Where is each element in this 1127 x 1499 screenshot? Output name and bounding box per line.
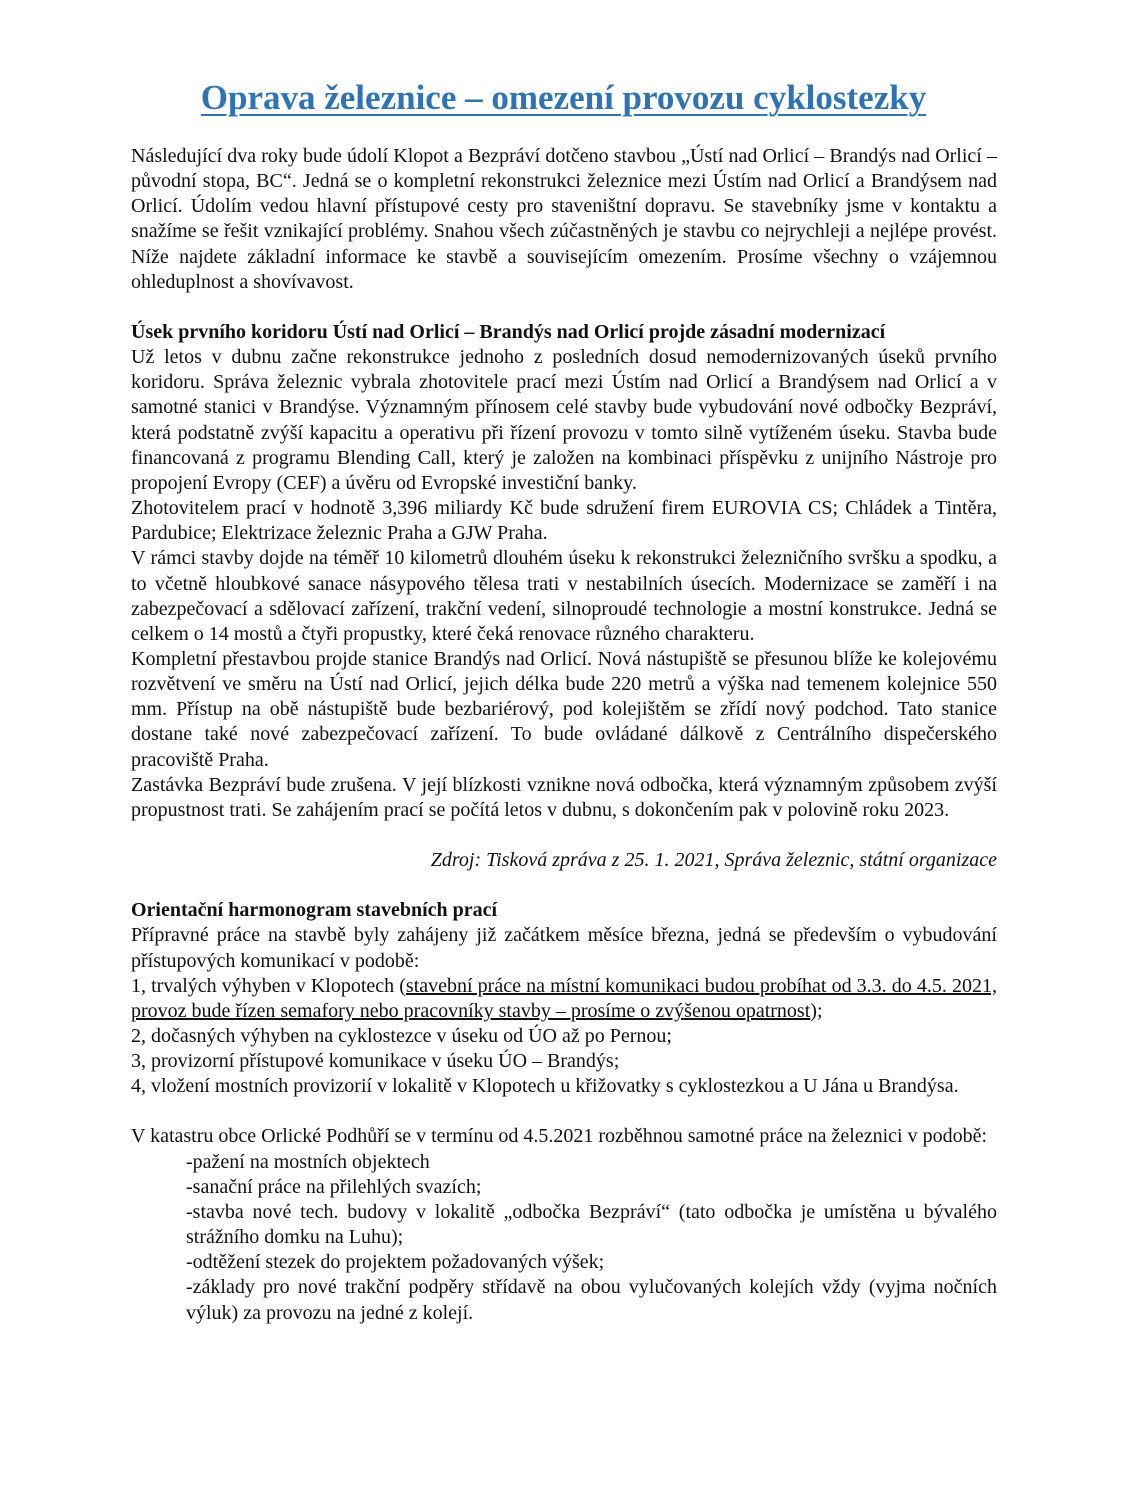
section2-heading: Orientační harmonogram stavebních prací: [131, 899, 498, 922]
section1-paragraph: V rámci stavby dojde na téměř 10 kilometrů dlouhém úseku k rekonstrukci železničního svršku a spodku, a to včetně hloubkové sanace násypového tělesa trati v nestabilních úsecích. Modernizace se zaměří i na zabezpečovací a sdělovací zařízení, trakční vedení, silnoproudé technologie a mostní konstrukce. Jedná se celkem o 14 mostů a čtyři propustky, které čeká renovace různého charakteru.: [131, 547, 997, 645]
section1-paragraph: Zastávka Bezpráví bude zrušena. V její blízkosti vznikne nová odbočka, která významným způsobem zvýší propustnost trati. Se zahájením prací se počítá letos v dubnu, s dokončením pak v polovině roku 2023.: [131, 773, 997, 821]
work-list-item: -pažení na mostních objektech: [186, 1150, 430, 1173]
section3-intro: V katastru obce Orlické Podhůří se v termínu od 4.5.2021 rozběhnou samotné práce na železnici v podobě:: [131, 1125, 988, 1148]
spacer: [131, 823, 997, 848]
work-list-item: -sanační práce na přilehlých svazích;: [186, 1175, 482, 1198]
schedule-item-1-suffix: );: [810, 999, 823, 1022]
schedule-item-1-underlined: stavební práce na místní komunikaci budou probíhat od 3.3. do 4.5. 2021, provoz bude řízen semafory nebo pracovníky stavby – prosíme o zvýšenou opatrnost: [131, 974, 998, 1022]
work-list-item: -odtěžení stezek do projektem požadovaných výšek;: [186, 1251, 605, 1274]
schedule-item-4: 4, vložení mostních provizorií v lokalitě v Klopotech u křižovatky s cyklostezkou a U Jána u Brandýsa.: [131, 1075, 959, 1098]
section1-paragraph: Zhotovitelem prací v hodnotě 3,396 miliardy Kč bude sdružení firem EUROVIA CS; Chládek a Tintěra, Pardubice; Elektrizace železnic Praha a GJW Praha.: [131, 497, 997, 545]
source-citation: Zdroj: Tisková zpráva z 25. 1. 2021, Správa železnic, státní organizace: [430, 849, 997, 872]
section1-paragraph: Už letos v dubnu začne rekonstrukce jednoho z posledních dosud nemodernizovaných úseků prvního koridoru. Správa železnic vybrala zhotovitele prací mezi Ústím nad Orlicí a Brandýsem nad Orlicí a v samotné stanici v Brandýse. Významným přínosem celé stavby bude vybudování nové odbočky Bezpráví, která podstatně zvýší kapacitu a operativu při řízení provozu v tomto silně vytíženém úseku. Stavba bude financovaná z programu Blending Call, který je založen na kombinaci příspěvku z unijního Nástroje pro propojení Evropy (CEF) a úvěru od Evropské investiční banky.: [131, 346, 997, 494]
work-list-item: -základy pro nové trakční podpěry střídavě na obou vylučovaných kolejích vždy (vyjma nočních výluk) za provozu na jedné z kolejí.: [186, 1276, 997, 1324]
page-title: Oprava železnice – omezení provozu cyklostezky: [200, 78, 927, 117]
schedule-item-3: 3, provizorní přístupové komunikace v úseku ÚO – Brandýs;: [131, 1050, 620, 1073]
spacer: [131, 873, 997, 898]
section1-paragraph: Kompletní přestavbou projde stanice Brandýs nad Orlicí. Nová nástupiště se přesunou blíže ke kolejovému rozvětvení ve směru na Ústí nad Orlicí, jejich délka bude 220 metrů a výška nad temenem kolejnice 550 mm. Přístup na obě nástupiště bude bezbariérový, pod kolejištěm se zřídí nový podchod. Tato stanice dostane také nové zabezpečovací zařízení. To bude ovládané dálkově z Centrálního dispečerského pracoviště Praha.: [131, 647, 997, 771]
spacer: [131, 1099, 997, 1124]
intro-paragraph: Následující dva roky bude údolí Klopot a Bezpráví dotčeno stavbou „Ústí nad Orlicí – Brandýs nad Orlicí – původní stopa, BC“. Jedná se o kompletní rekonstrukci železnice mezi Ústím nad Orlicí a Brandýsem nad Orlicí. Údolím vedou hlavní přístupové cesty pro staveništní dopravu. Se stavebníky jsme v kontaktu a snažíme se řešit vznikající problémy. Snahou všech zúčastněných je stavbu co nejrychleji a nejlépe provést. Níže najdete základní informace ke stavbě a souvisejícím omezením. Prosíme všechny o vzájemnou ohleduplnost a shovívavost.: [131, 145, 997, 293]
schedule-item-2: 2, dočasných výhyben na cyklostezce v úseku od ÚO až po Pernou;: [131, 1025, 672, 1047]
work-list-item: -stavba nové tech. budovy v lokalitě „odbočka Bezpráví“ (tato odbočka je umístěna u bývalého strážního domku na Luhu);: [186, 1200, 997, 1249]
section2-intro: Přípravné práce na stavbě byly zahájeny již začátkem měsíce března, jedná se především o vybudování přístupových komunikací v podobě:: [131, 924, 997, 972]
document-body: [131, 144, 997, 1326]
schedule-item-1-prefix: 1, trvalých výhyben v Klopotech (: [131, 974, 406, 997]
spacer: [131, 295, 997, 320]
section1-heading: Úsek prvního koridoru Ústí nad Orlicí – Brandýs nad Orlicí projde zásadní modernizací: [131, 320, 886, 343]
schedule-item-1: [131, 974, 997, 1024]
